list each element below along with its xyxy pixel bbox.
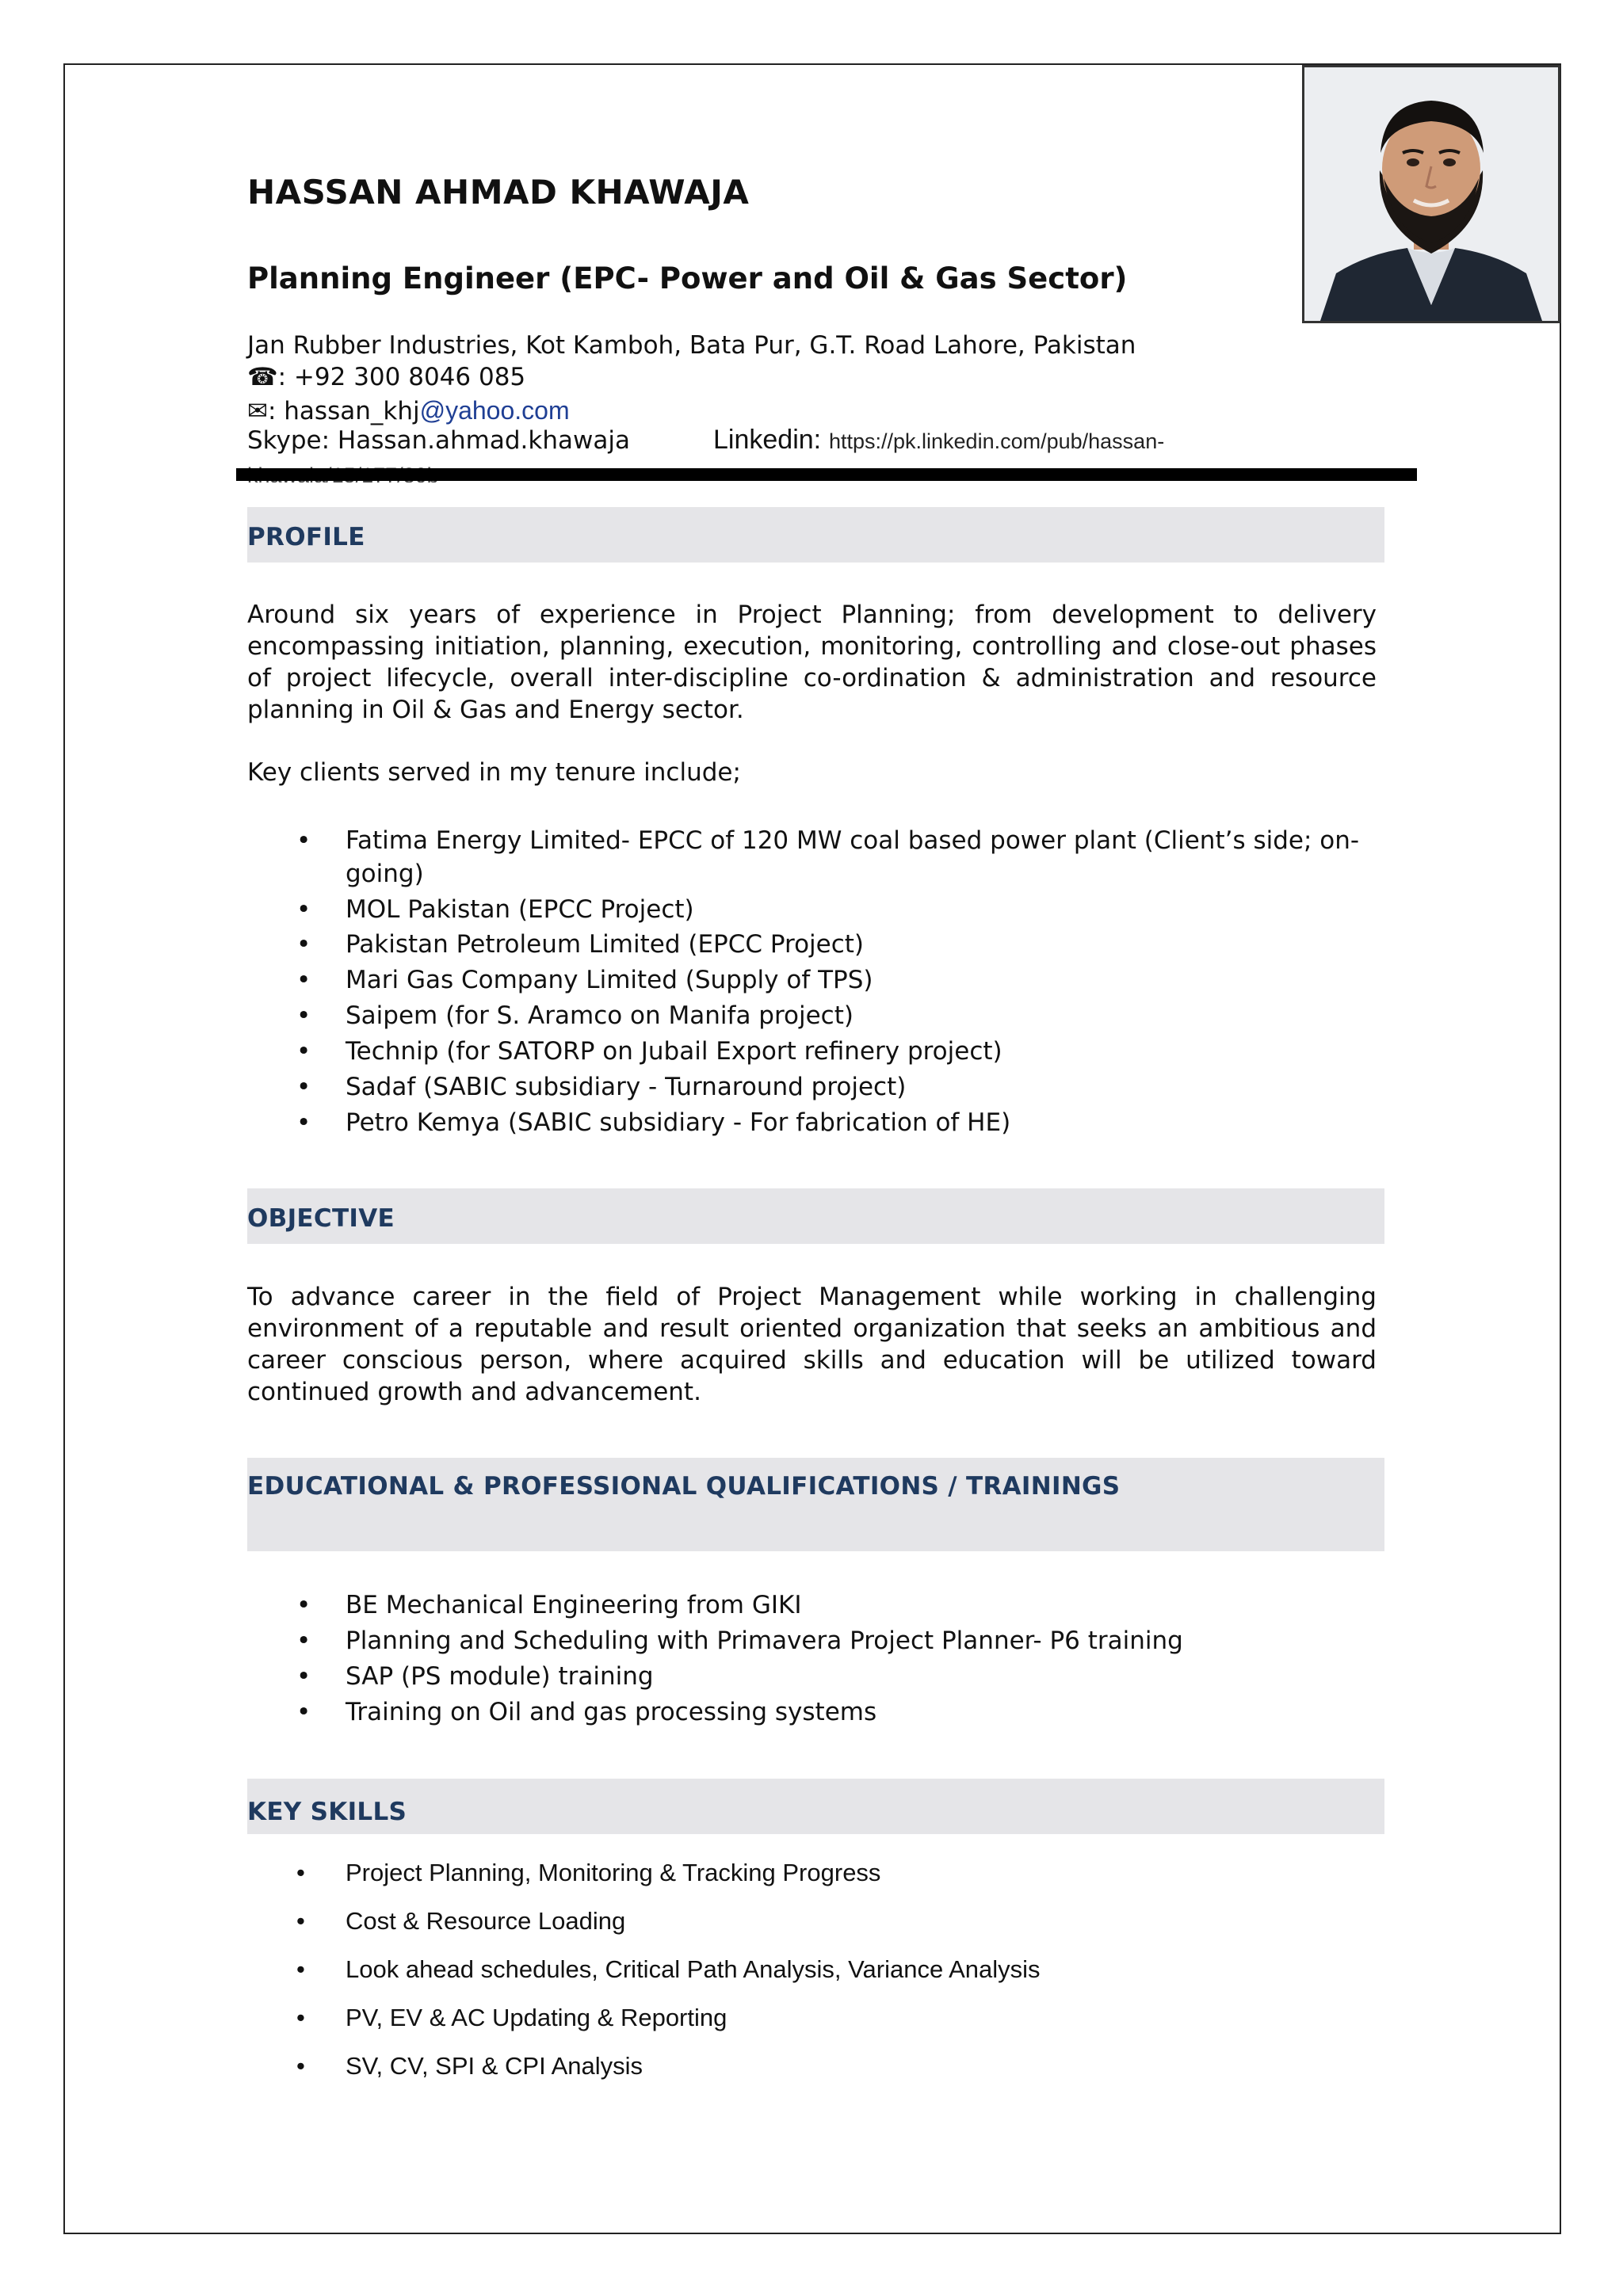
bullet-icon: • (296, 966, 311, 994)
list-item: • Fatima Energy Limited- EPCC of 120 MW coal based power plant (Client’s side; on-going) (247, 824, 1381, 891)
list-item: • Look ahead schedules, Critical Path Analysis, Variance Analysis (247, 1945, 1381, 1993)
list-item: • Project Planning, Monitoring & Tracking Progress (247, 1848, 1381, 1897)
bullet-icon: • (296, 2052, 305, 2080)
header-divider (236, 468, 1417, 481)
bullet-icon: • (296, 1108, 311, 1137)
skills-list (247, 1848, 1381, 2090)
list-item: • Planning and Scheduling with Primavera Project Planner- P6 training (247, 1623, 1381, 1659)
bullet-icon: • (296, 1955, 305, 1983)
list-item: • Saipem (for S. Aramco on Manifa project) (247, 998, 1381, 1034)
bullet-icon: • (296, 1859, 305, 1886)
objective-section-bar (247, 1188, 1384, 1244)
list-item: • Cost & Resource Loading (247, 1897, 1381, 1945)
skype-line (247, 426, 630, 455)
email-prefix: : hassan_khj (267, 397, 420, 425)
objective-heading: OBJECTIVE (247, 1204, 395, 1233)
phone-line (247, 363, 525, 391)
education-section-bar (247, 1458, 1384, 1551)
phone-number: : +92 300 8046 085 (277, 363, 526, 391)
skills-section-bar (247, 1779, 1384, 1834)
education-list (247, 1588, 1381, 1730)
list-item: • SV, CV, SPI & CPI Analysis (247, 2042, 1381, 2090)
list-item: • MOL Pakistan (EPCC Project) (247, 892, 1381, 927)
skype-id: Skype: Hassan.ahmad.khawaja (247, 426, 630, 455)
bullet-icon: • (296, 826, 311, 855)
list-item: • Mari Gas Company Limited (Supply of TPS) (247, 963, 1381, 998)
candidate-name: HASSAN AHMAD KHAWAJA (247, 173, 750, 212)
bullet-icon: • (296, 1627, 311, 1655)
phone-icon: ☎ (247, 363, 278, 391)
profile-heading: PROFILE (247, 523, 365, 551)
bullet-icon: • (296, 1073, 311, 1101)
list-item: • Petro Kemya (SABIC subsidiary - For fabrication of HE) (247, 1105, 1381, 1141)
bullet-icon: • (296, 1001, 311, 1030)
linkedin-label: Linkedin: (713, 425, 822, 455)
linkedin-line (713, 425, 1164, 456)
profile-photo (1302, 65, 1560, 323)
profile-paragraph: Around six years of experience in Project Planning; from development to delivery encompassing initiation, planning, execution, monitoring, controlling and close-out phases of project lifecycle, overall inter-discipline co-ordination & administration and resource planning in Oil & Gas and Energy sector. (247, 601, 1377, 724)
list-item: • Technip (for SATORP on Jubail Export refinery project) (247, 1034, 1381, 1070)
list-item: • BE Mechanical Engineering from GIKI (247, 1588, 1381, 1623)
objective-paragraph: To advance career in the field of Project Management while working in challenging environment of a reputable and result oriented organization that seeks an ambitious and career conscious person, where acquired skills and education will be utilized toward continued growth and advancement. (247, 1283, 1377, 1406)
bullet-icon: • (296, 930, 311, 959)
bullet-icon: • (296, 1037, 311, 1066)
clients-intro: Key clients served in my tenure include; (247, 758, 741, 787)
profile-section-bar (247, 507, 1384, 563)
linkedin-url[interactable]: https://pk.linkedin.com/pub/hassan- (828, 429, 1165, 453)
email-link[interactable]: @yahoo.com (419, 396, 570, 425)
bullet-icon: • (296, 1591, 311, 1619)
email-line (247, 396, 570, 425)
list-item: • Sadaf (SABIC subsidiary - Turnaround project) (247, 1070, 1381, 1105)
education-heading: EDUCATIONAL & PROFESSIONAL QUALIFICATIONS / TRAININGS (247, 1472, 1121, 1501)
portrait-image (1304, 67, 1558, 321)
skills-heading: KEY SKILLS (247, 1798, 407, 1826)
bullet-icon: • (296, 2004, 305, 2031)
job-title: Planning Engineer (EPC- Power and Oil & Gas Sector) (247, 261, 1128, 296)
bullet-icon: • (296, 1698, 311, 1726)
envelope-icon: ✉ (247, 397, 268, 425)
list-item: • Training on Oil and gas processing systems (247, 1695, 1381, 1730)
bullet-icon: • (296, 895, 311, 924)
bullet-icon: • (296, 1662, 311, 1691)
list-item: • PV, EV & AC Updating & Reporting (247, 1993, 1381, 2042)
clients-list (247, 824, 1381, 1141)
list-item: • SAP (PS module) training (247, 1659, 1381, 1695)
address: Jan Rubber Industries, Kot Kamboh, Bata Pur, G.T. Road Lahore, Pakistan (247, 331, 1136, 360)
list-item: • Pakistan Petroleum Limited (EPCC Project) (247, 927, 1381, 963)
bullet-icon: • (296, 1907, 305, 1935)
